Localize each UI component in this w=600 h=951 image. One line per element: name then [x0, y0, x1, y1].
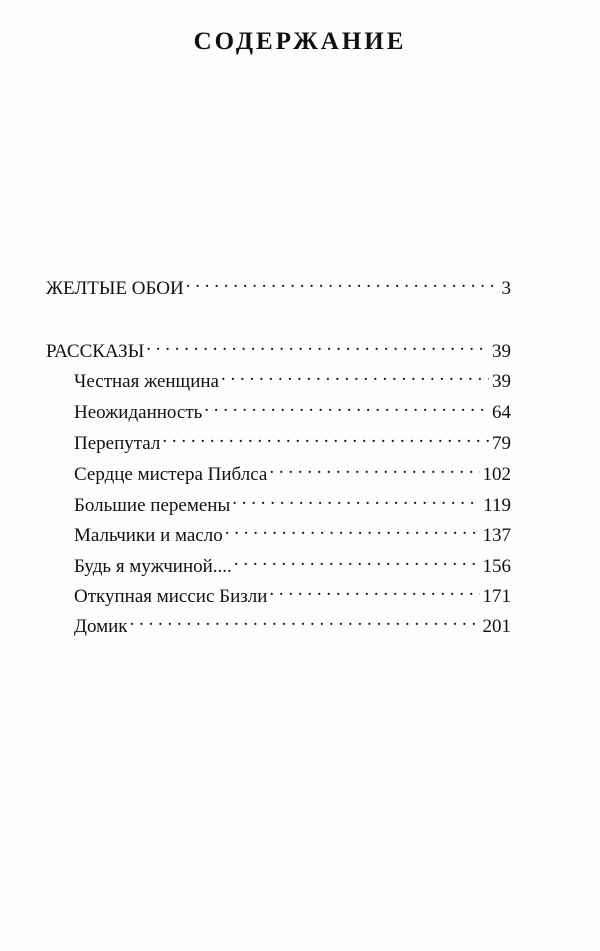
- toc-entry-label: Домик: [74, 616, 128, 637]
- dot-leader: [130, 608, 480, 632]
- dot-leader: [146, 333, 489, 357]
- dot-leader: [204, 394, 489, 418]
- toc-entry-label: Перепутал: [74, 433, 161, 454]
- dot-leader: [221, 363, 489, 387]
- toc-entry-mixed-up: [74, 425, 511, 456]
- toc-entry-label: Сердце мистера Пиблса: [74, 464, 268, 485]
- toc-entry-label: Неожиданность: [74, 402, 203, 423]
- toc-entry-label: Откупная миссис Бизли: [74, 586, 268, 607]
- toc-entry-boys-and-butter: [74, 517, 511, 548]
- toc-entry-the-cottage: [74, 608, 511, 639]
- page-title: СОДЕРЖАНИЕ: [193, 28, 407, 55]
- toc-entry-big-changes: [74, 487, 511, 518]
- toc-entry-stories: [46, 333, 511, 364]
- toc-entry-page: 64: [492, 402, 511, 423]
- toc-entry-honest-woman: [74, 363, 511, 394]
- toc-entry-page: 201: [482, 616, 511, 637]
- toc-entry-label: Будь я мужчиной....: [74, 556, 232, 577]
- toc-entry-page: 39: [492, 371, 511, 392]
- toc-entry-label: ЖЕЛТЫЕ ОБОИ: [46, 278, 184, 299]
- toc-entry-page: 119: [483, 495, 511, 516]
- dot-leader: [186, 270, 499, 294]
- toc-entry-page: 137: [482, 525, 511, 546]
- dot-leader: [232, 487, 480, 511]
- toc-entry-label: Мальчики и масло: [74, 525, 223, 546]
- dot-leader: [162, 425, 489, 449]
- toc-entry-page: 171: [482, 586, 511, 607]
- dot-leader: [269, 456, 479, 480]
- toc-entry-mr-peebles-heart: [74, 456, 511, 487]
- dot-leader: [234, 548, 480, 572]
- toc-entry-page: 39: [492, 341, 511, 362]
- toc-entry-yellow-wallpaper: [46, 270, 511, 301]
- toc-entry-mrs-beazleys-deeds: [74, 578, 511, 609]
- toc-entry-if-i-were-a-man: [74, 548, 511, 579]
- toc-entry-page: 79: [492, 433, 511, 454]
- dot-leader: [269, 578, 479, 602]
- toc-entry-unexpected: [74, 394, 511, 425]
- toc-entry-label: Большие перемены: [74, 495, 231, 516]
- toc-entry-label: Честная женщина: [74, 371, 219, 392]
- toc-entry-page: 102: [482, 464, 511, 485]
- toc-entry-page: 156: [482, 556, 511, 577]
- toc-entry-page: 3: [501, 278, 511, 299]
- toc-entry-label: РАССКАЗЫ: [46, 341, 145, 362]
- dot-leader: [225, 517, 480, 541]
